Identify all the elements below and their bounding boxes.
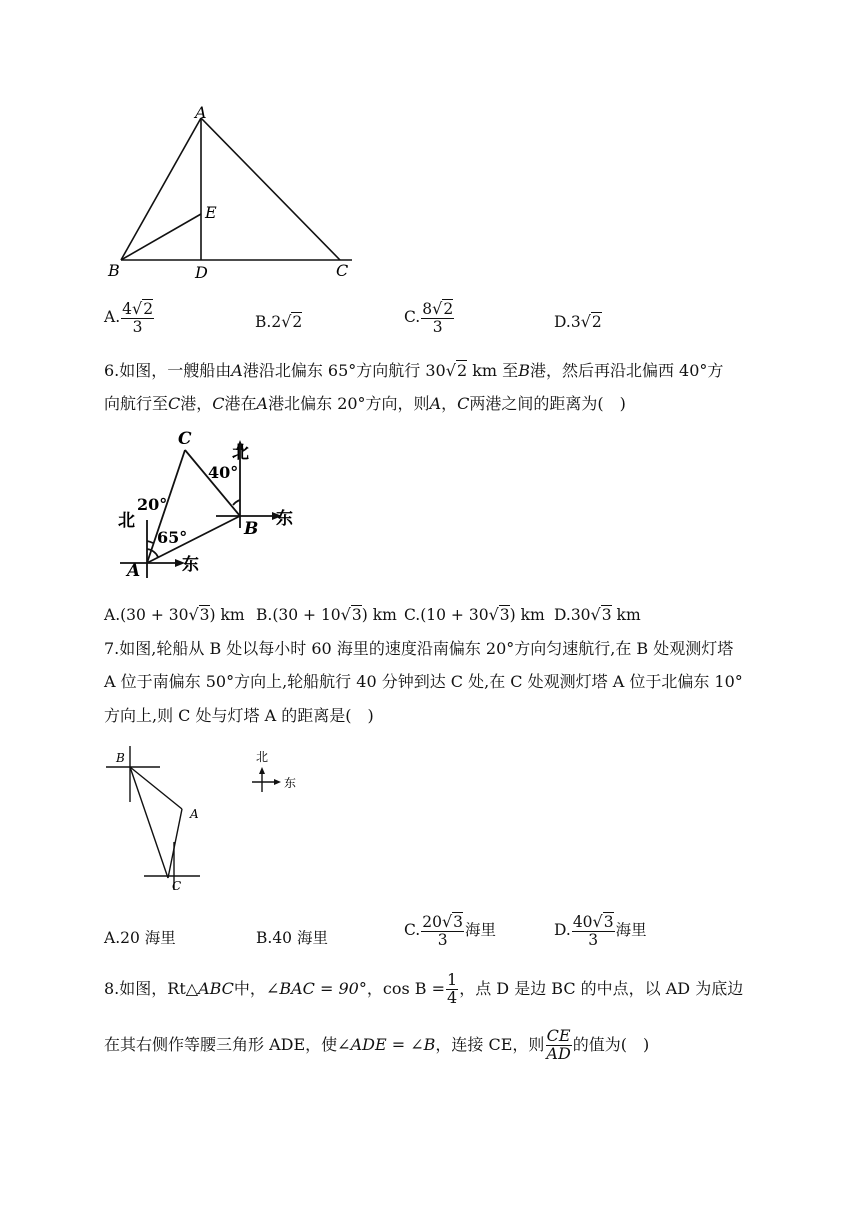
fraction: $\frac{CE}{AD}$	[546, 1026, 571, 1063]
q7-line-1: 7.如图,轮船从 B 处以每小时 60 海里的速度沿南偏东 20°方向匀速航行,在 B 处观测灯塔	[104, 639, 734, 658]
q6-line-2: 向航行至C港，C港在A港北偏东 20°方向，则A，C两港之间的距离为( )	[104, 394, 626, 413]
q6-option-d: D.30√3 km	[554, 605, 641, 624]
label-north-a: 北	[118, 511, 135, 531]
label-east: 东	[284, 776, 297, 790]
label-b: B	[244, 519, 259, 539]
q6-line-1: 6.如图，一艘船由A港沿北偏东 65°方向航行 30√2 km 至B港，然后再沿北偏西 40°方	[104, 361, 724, 380]
fraction: $\frac{40√3}{3}$	[572, 912, 614, 949]
q7-option-b: B.40 海里	[256, 929, 328, 947]
label-e: E	[205, 203, 217, 222]
q8-line-1: 8.如图，Rt△ABC中，∠BAC = 90°，cos B = $\frac{1}{4}$ ，点 D 是边 BC 的中点，以 AD 为底边	[104, 970, 744, 1007]
figure-q6-navigation	[110, 428, 320, 583]
label-b: B	[116, 751, 125, 765]
label-a: A	[127, 561, 141, 581]
figure-q7-lighthouse	[104, 742, 314, 898]
label-c: C	[336, 261, 349, 280]
label-north-b: 北	[232, 443, 249, 463]
label-east-a: 东	[182, 555, 199, 575]
arrow-north-icon	[259, 767, 265, 774]
fraction: $\frac{8√2}{3}$	[422, 299, 454, 336]
q5-option-d: D.3√2	[554, 312, 602, 331]
label-angle-20: 20°	[137, 495, 168, 514]
figure-q5-triangle	[100, 104, 370, 284]
arrow-east-icon	[274, 779, 281, 785]
fraction: $\frac{20√3}{3}$	[422, 912, 464, 949]
label-a: A	[190, 807, 199, 821]
q5-option-b: B.2√2	[255, 312, 303, 331]
label-b: B	[108, 261, 120, 280]
label-angle-65: 65°	[157, 528, 188, 547]
q5-option-c: C. $\frac{8√2}{3}$	[404, 299, 454, 336]
q7-line-3: 方向上,则 C 处与灯塔 A 的距离是( )	[104, 706, 374, 725]
q5-option-a: A. $\frac{4√2}{3}$	[104, 299, 154, 336]
q7-option-d: D. $\frac{40√3}{3}$ 海里	[554, 912, 647, 949]
q7-option-c: C. $\frac{20√3}{3}$ 海里	[404, 912, 497, 949]
label-a: A	[195, 104, 207, 122]
label-d: D	[195, 263, 208, 282]
q6-option-a: A.(30 + 30√3) km	[104, 605, 245, 624]
q7-line-2: A 位于南偏东 50°方向上,轮船航行 40 分钟到达 C 处,在 C 处观测灯塔 A 位于北偏东 10°	[104, 672, 743, 691]
q6-option-c: C.(10 + 30√3) km	[404, 605, 545, 624]
label-angle-40: 40°	[208, 463, 239, 482]
label-c: C	[178, 429, 192, 449]
q6-option-b: B.(30 + 10√3) km	[256, 605, 397, 624]
q8-line-2: 在其右侧作等腰三角形 ADE，使∠ADE = ∠B，连接 CE，则 $\frac{CE}{AD}$ 的值为( )	[104, 1026, 650, 1063]
q7-option-a: A.20 海里	[104, 929, 176, 947]
fraction: $\frac{4√2}{3}$	[122, 299, 154, 336]
fraction: $\frac{1}{4}$	[447, 970, 458, 1007]
label-c: C	[172, 879, 182, 893]
label-north: 北	[256, 750, 269, 764]
label-east-b: 东	[276, 509, 293, 529]
